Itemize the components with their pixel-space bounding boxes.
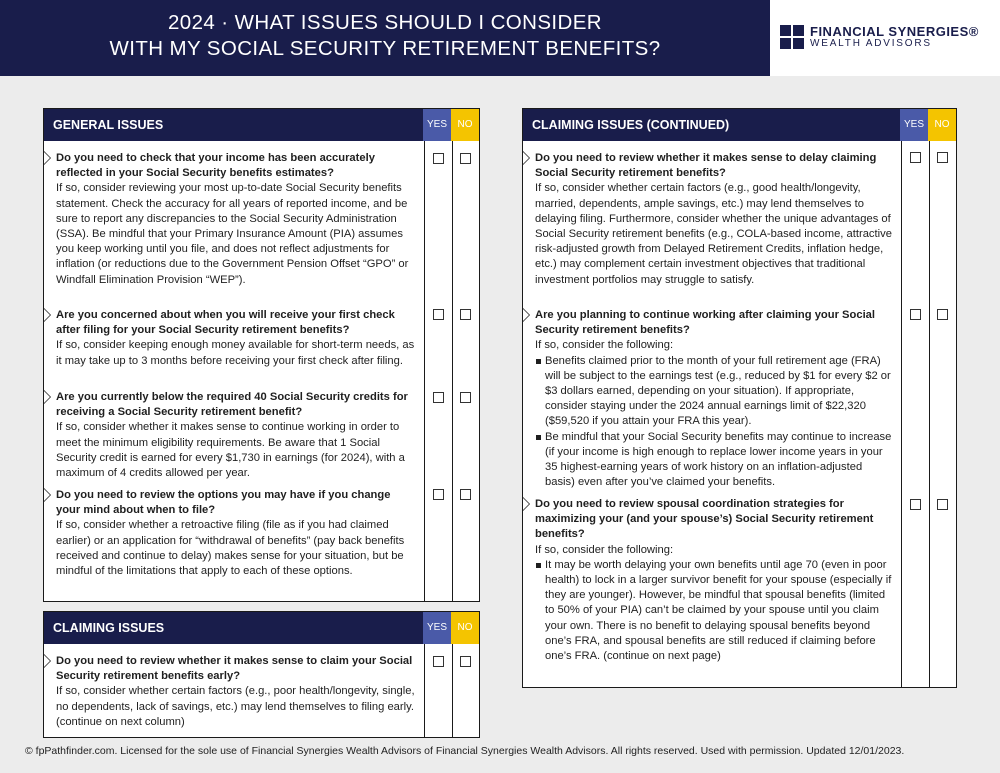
no-checkbox[interactable] xyxy=(937,309,948,320)
no-header: NO xyxy=(451,109,479,141)
question-text: Are you concerned about when you will receive your first check after filing for your Social Security retirement benefits? xyxy=(56,309,395,337)
no-checkbox[interactable] xyxy=(460,392,471,403)
yes-checkbox[interactable] xyxy=(433,392,444,403)
question-text: Are you planning to continue working after claiming your Social Security retirement benefits? xyxy=(535,309,876,337)
question-arrow-icon xyxy=(44,655,50,667)
panel-title: CLAIMING ISSUES (CONTINUED) xyxy=(532,118,730,132)
question-arrow-icon xyxy=(523,152,529,164)
claiming-issues-panel xyxy=(43,611,480,738)
no-checkbox[interactable] xyxy=(937,152,948,163)
yes-checkbox[interactable] xyxy=(433,489,444,500)
panel-title: GENERAL ISSUES xyxy=(53,118,164,132)
panel-title: CLAIMING ISSUES xyxy=(53,621,165,635)
question-arrow-icon xyxy=(44,309,50,321)
yes-checkbox[interactable] xyxy=(433,309,444,320)
page-header xyxy=(0,0,1000,76)
question-text: Do you need to check that your income has been accurately reflected in your Social Security benefits estimates? xyxy=(56,152,375,180)
question-item xyxy=(44,151,423,288)
logo xyxy=(770,0,1000,76)
page-title xyxy=(0,10,770,62)
yes-checkbox[interactable] xyxy=(910,309,921,320)
no-checkbox[interactable] xyxy=(460,656,471,667)
question-item xyxy=(44,654,423,730)
answer-text: If so, consider reviewing your most up-to-date Social Security benefits statement. Check the accuracy for all years of reported income, and be sure to report any discrepancies to the Social Security Administration (SSA). Be mindful that your Primary Insurance Amount (PIA) assumes you keep working until you file, and does not reflect adjustments for inflation (or reductions due to the Government Pension Offset “GPO” or Windfall Elimination Provision “WEP”). xyxy=(56,182,409,286)
logo-subtitle: WEALTH ADVISORS xyxy=(810,38,932,49)
bullet-list xyxy=(535,354,894,491)
bullet-list xyxy=(535,558,894,664)
answer-text: If so, consider the following: xyxy=(535,339,674,352)
bullet-item: Benefits claimed prior to the month of your full retirement age (FRA) will be subject to the earnings test (e.g., reduced by $1 for every $2 or $3 dollars earned, depending on your situation). If appropriate, consider staying under the 2024 annual earnings limit of $22,320 ($59,520 if you attain your FRA this year). xyxy=(545,354,894,430)
title-line-1: 2024 · WHAT ISSUES SHOULD I CONSIDER xyxy=(168,11,602,34)
yes-header: YES xyxy=(900,109,928,141)
no-checkbox[interactable] xyxy=(460,153,471,164)
general-issues-panel xyxy=(43,108,480,602)
yes-checkbox[interactable] xyxy=(433,656,444,667)
claiming-issues-continued-panel xyxy=(522,108,957,688)
answer-text: If so, consider the following: xyxy=(535,543,674,556)
question-text: Do you need to review spousal coordination strategies for maximizing your (and your spouse’s) Social Security retirement benefits? xyxy=(535,498,874,541)
answer-text: If so, consider whether it makes sense to continue working in order to meet the minimum eligibility requirements. Be aware that 1 Social Security credit is earned for every $1,730 in earnings (for 2024), with a maximum of 4 credits allowed per year. xyxy=(56,421,405,480)
logo-mark-icon xyxy=(780,25,804,49)
no-checkbox[interactable] xyxy=(460,489,471,500)
question-item xyxy=(523,308,900,490)
panel-header xyxy=(523,109,956,141)
question-arrow-icon xyxy=(44,489,50,501)
answer-text: If so, consider keeping enough money available for short-term needs, as it may take up to 3 months before receiving your first check after filing. xyxy=(56,339,415,367)
panel-header xyxy=(44,109,479,141)
footer-copyright: © fpPathfinder.com. Licensed for the sole use of Financial Synergies Wealth Advisors of Financial Synergies Wealth Advisors. All rights reserved. Used with permission. Updated 12/01/2023. xyxy=(25,745,905,757)
question-text: Do you need to review the options you may have if you change your mind about when to file? xyxy=(56,489,391,517)
question-item xyxy=(44,390,423,481)
question-arrow-icon xyxy=(523,498,529,510)
yes-header: YES xyxy=(423,612,451,644)
question-arrow-icon xyxy=(44,391,50,403)
answer-text: If so, consider whether certain factors (e.g., poor health/longevity, single, no dependents, lack of savings, etc.) may lend themselves to filing early. (continue on next column) xyxy=(56,685,415,728)
no-checkbox[interactable] xyxy=(460,309,471,320)
no-checkbox[interactable] xyxy=(937,499,948,510)
question-item xyxy=(523,497,900,664)
question-text: Do you need to review whether it makes sense to delay claiming Social Security retirement benefits? xyxy=(535,152,877,180)
question-item xyxy=(44,488,423,579)
bullet-item: It may be worth delaying your own benefits until age 70 (even in poor health) to lock in a larger survivor benefit for your spouse (especially if they are younger). However, be mindful that spousal benefits (limited to 50% of your PIA) can’t be claimed by your spouse until you claim your own. There is no benefit to delaying spousal benefits beyond one’s FRA, and spousal benefits are still reduced if claiming before one’s FRA. (continue on next page) xyxy=(545,558,894,664)
logo-name: FINANCIAL SYNERGIES® xyxy=(810,24,979,39)
panel-header xyxy=(44,612,479,644)
yes-checkbox[interactable] xyxy=(910,152,921,163)
title-line-2: WITH MY SOCIAL SECURITY RETIREMENT BENEFITS? xyxy=(109,37,661,60)
bullet-item: Be mindful that your Social Security benefits may continue to increase (if your income is high enough to replace lower income years in your 35 highest-earning years of work history on an inflation-adjusted basis) even after you’ve claimed your benefits. xyxy=(545,430,894,491)
no-header: NO xyxy=(451,612,479,644)
question-text: Do you need to review whether it makes sense to claim your Social Security retirement benefits early? xyxy=(56,655,413,683)
no-header: NO xyxy=(928,109,956,141)
answer-text: If so, consider whether a retroactive filing (file as if you had claimed earlier) or an application for “withdrawal of benefits” (pay back benefits received and continue to delay) makes sense for your situation, but be mindful of the limitations that apply to each of these options. xyxy=(56,519,405,578)
question-arrow-icon xyxy=(44,152,50,164)
question-item xyxy=(44,308,423,369)
yes-header: YES xyxy=(423,109,451,141)
answer-text: If so, consider whether certain factors (e.g., good health/longevity, married, dependents, ample savings, etc.) may lend themselves to delaying filing. Furthermore, consider whether the unique advantages of Social Security retirement benefits (e.g., COLA-based income, attractive risk-adjusted growth from Delayed Retirement Credits, inflation hedge, etc.) may complement certain investment objectives that traditional investment portfolios may struggle to satisfy. xyxy=(535,182,892,286)
question-text: Are you currently below the required 40 Social Security credits for receiving a Social Security retirement benefit? xyxy=(56,391,408,419)
yes-checkbox[interactable] xyxy=(433,153,444,164)
question-item xyxy=(523,151,900,288)
question-arrow-icon xyxy=(523,309,529,321)
yes-checkbox[interactable] xyxy=(910,499,921,510)
